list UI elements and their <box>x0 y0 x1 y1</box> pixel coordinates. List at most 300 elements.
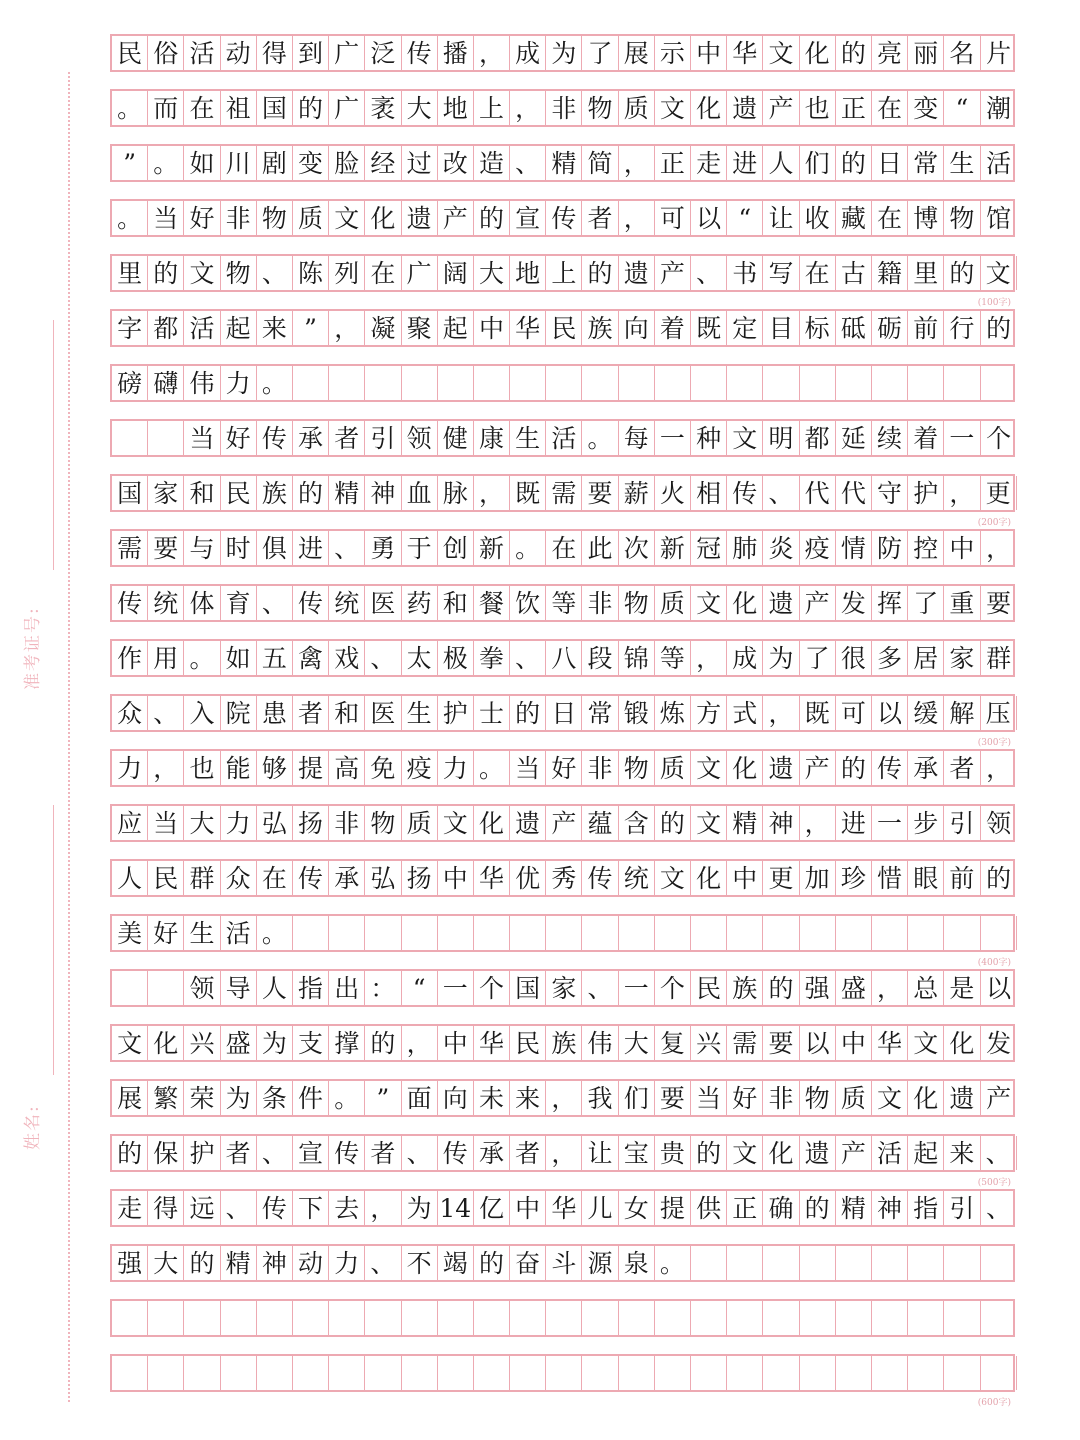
grid-cell: 家 <box>944 641 980 675</box>
grid-cell: 展 <box>112 1081 148 1115</box>
grid-cell: 化 <box>148 1026 184 1060</box>
grid-cell <box>836 1356 872 1390</box>
grid-cell <box>438 1356 474 1390</box>
grid-cell <box>619 1301 655 1335</box>
grid-cell: 。 <box>112 91 148 125</box>
grid-cell: 里 <box>112 256 148 290</box>
grid-cell <box>619 366 655 400</box>
grid-cell: 文 <box>727 1136 763 1170</box>
grid-cell: 。 <box>257 916 293 950</box>
grid-cell: 川 <box>221 146 257 180</box>
grid-cell <box>908 1246 944 1280</box>
grid-cell: ， <box>474 476 510 510</box>
grid-cell <box>112 971 148 1005</box>
grid-cell: 袤 <box>365 91 401 125</box>
grid-cell: “ <box>727 201 763 235</box>
grid-cell: 惜 <box>872 861 908 895</box>
grid-cell: 炎 <box>763 531 799 565</box>
grid-cell <box>872 366 908 400</box>
grid-cell: 文 <box>329 201 365 235</box>
grid-cell: 中 <box>727 861 763 895</box>
grid-cell: 需 <box>546 476 582 510</box>
grid-cell <box>908 1301 944 1335</box>
grid-cell: 在 <box>546 531 582 565</box>
grid-cell <box>546 916 582 950</box>
grid-cell: 宣 <box>293 1136 329 1170</box>
grid-cell: 动 <box>293 1246 329 1280</box>
grid-cell: 精 <box>836 1191 872 1225</box>
grid-cell: 既 <box>510 476 546 510</box>
grid-cell: 民 <box>691 971 727 1005</box>
grid-cell: 扬 <box>402 861 438 895</box>
grid-cell <box>148 971 184 1005</box>
word-count-marker: (500字) <box>977 1178 1011 1188</box>
grid-row <box>110 1079 1015 1117</box>
grid-row <box>110 1189 1015 1227</box>
grid-cell: 脉 <box>438 476 474 510</box>
grid-cell: 化 <box>727 751 763 785</box>
grid-cell: 统 <box>148 586 184 620</box>
grid-cell: 不 <box>402 1246 438 1280</box>
grid-cell: 物 <box>619 586 655 620</box>
grid-cell: 一 <box>872 806 908 840</box>
grid-cell: 亿 <box>474 1191 510 1225</box>
grid-cell: 文 <box>872 1081 908 1115</box>
grid-cell: 是 <box>944 971 980 1005</box>
grid-cell: 产 <box>438 201 474 235</box>
grid-cell: 非 <box>582 751 618 785</box>
grid-cell: 华 <box>546 1191 582 1225</box>
grid-cell <box>908 1356 944 1390</box>
grid-cell: 、 <box>763 476 799 510</box>
grid-cell <box>184 1356 220 1390</box>
grid-cell: 活 <box>872 1136 908 1170</box>
exam-id-underline <box>53 320 54 570</box>
grid-cell: 产 <box>655 256 691 290</box>
grid-row <box>110 254 1015 308</box>
grid-cell: 得 <box>257 36 293 70</box>
grid-cell: 力 <box>221 366 257 400</box>
grid-cell: 者 <box>293 696 329 730</box>
grid-cell: 戏 <box>329 641 365 675</box>
grid-cell: ， <box>619 201 655 235</box>
grid-cell: 文 <box>184 256 220 290</box>
grid-cell: 物 <box>619 751 655 785</box>
grid-cell: ， <box>800 806 836 840</box>
grid-cell: 广 <box>329 91 365 125</box>
grid-cell: 疫 <box>402 751 438 785</box>
grid-cell: 者 <box>365 1136 401 1170</box>
grid-cell: 为 <box>221 1081 257 1115</box>
grid-cell: 体 <box>184 586 220 620</box>
grid-cell: 活 <box>546 421 582 455</box>
grid-cell: 民 <box>221 476 257 510</box>
grid-cell: 去 <box>329 1191 365 1225</box>
grid-cell: 人 <box>763 146 799 180</box>
grid-cell: 守 <box>872 476 908 510</box>
grid-cell: 活 <box>221 916 257 950</box>
grid-cell: 来 <box>257 311 293 345</box>
grid-cell <box>727 1246 763 1280</box>
grid-cell: 神 <box>257 1246 293 1280</box>
grid-cell: 非 <box>329 806 365 840</box>
grid-cell: 未 <box>474 1081 510 1115</box>
grid-cell <box>944 366 980 400</box>
grid-cell: 了 <box>908 586 944 620</box>
grid-cell: 等 <box>655 641 691 675</box>
grid-cell: 们 <box>800 146 836 180</box>
grid-cell: 质 <box>836 1081 872 1115</box>
grid-cell: ， <box>691 641 727 675</box>
grid-cell <box>619 916 655 950</box>
grid-cell: 奋 <box>510 1246 546 1280</box>
grid-cell: 质 <box>619 91 655 125</box>
grid-cell: 了 <box>800 641 836 675</box>
grid-cell: 解 <box>944 696 980 730</box>
grid-cell: 遗 <box>763 751 799 785</box>
grid-cell: 好 <box>148 916 184 950</box>
grid-cell: 者 <box>944 751 980 785</box>
grid-cell: 化 <box>800 36 836 70</box>
grid-cell: 礴 <box>148 366 184 400</box>
grid-cell: 馆 <box>986 203 1012 233</box>
grid-cell: 化 <box>691 861 727 895</box>
grid-cell: 神 <box>872 1191 908 1225</box>
grid-row <box>110 1299 1015 1337</box>
grid-cell: 饮 <box>510 586 546 620</box>
grid-cell <box>944 1356 980 1390</box>
grid-cell: 珍 <box>836 861 872 895</box>
grid-cell: 非 <box>763 1081 799 1115</box>
grid-cell: 正 <box>655 146 691 180</box>
grid-cell <box>402 1356 438 1390</box>
grid-cell: 够 <box>257 751 293 785</box>
grid-cell: 、 <box>257 256 293 290</box>
grid-cell: 者 <box>221 1136 257 1170</box>
grid-cell <box>365 916 401 950</box>
grid-cell <box>474 1356 510 1390</box>
grid-cell: ， <box>365 1191 401 1225</box>
grid-cell: 丽 <box>908 36 944 70</box>
grid-cell: 活 <box>184 36 220 70</box>
grid-cell: 的 <box>800 1191 836 1225</box>
grid-row <box>110 1024 1015 1062</box>
grid-cell: 引 <box>944 806 980 840</box>
grid-cell: ” <box>293 311 329 345</box>
grid-cell: 中 <box>438 861 474 895</box>
grid-cell: 了 <box>582 36 618 70</box>
grid-cell: 代 <box>836 476 872 510</box>
grid-cell: 传 <box>582 861 618 895</box>
grid-cell: 化 <box>908 1081 944 1115</box>
grid-cell: 在 <box>872 201 908 235</box>
grid-cell: 传 <box>727 476 763 510</box>
grid-cell: 大 <box>148 1246 184 1280</box>
grid-cell: 每 <box>619 421 655 455</box>
grid-cell: 繁 <box>148 1081 184 1115</box>
grid-cell: 发 <box>986 1028 1012 1058</box>
grid-cell: 的 <box>763 971 799 1005</box>
grid-cell: 起 <box>908 1136 944 1170</box>
grid-cell: 血 <box>402 476 438 510</box>
grid-cell: 简 <box>582 146 618 180</box>
grid-cell <box>872 1356 908 1390</box>
grid-cell: 族 <box>727 971 763 1005</box>
grid-cell: 文 <box>691 806 727 840</box>
grid-cell: 此 <box>582 531 618 565</box>
grid-cell: 成 <box>510 36 546 70</box>
grid-cell <box>474 366 510 400</box>
grid-cell: 一 <box>655 421 691 455</box>
grid-cell: 质 <box>293 201 329 235</box>
grid-cell: 华 <box>474 861 510 895</box>
grid-cell: 多 <box>872 641 908 675</box>
grid-cell: 大 <box>619 1026 655 1060</box>
grid-cell: 、 <box>221 1191 257 1225</box>
grid-cell: 列 <box>329 256 365 290</box>
grid-cell: 遗 <box>763 586 799 620</box>
grid-cell: 精 <box>546 146 582 180</box>
grid-cell: 健 <box>438 421 474 455</box>
grid-cell <box>908 366 944 400</box>
grid-cell: 盛 <box>221 1026 257 1060</box>
grid-cell <box>546 1356 582 1390</box>
grid-row <box>110 584 1015 622</box>
grid-cell <box>655 1301 691 1335</box>
grid-cell: 化 <box>365 201 401 235</box>
grid-cell: ， <box>944 476 980 510</box>
grid-cell: 在 <box>365 256 401 290</box>
grid-cell: 者 <box>329 421 365 455</box>
grid-cell: 如 <box>221 641 257 675</box>
grid-cell <box>221 1301 257 1335</box>
grid-cell: 广 <box>329 36 365 70</box>
grid-cell <box>329 366 365 400</box>
grid-cell: 群 <box>986 643 1012 673</box>
grid-cell: 遗 <box>800 1136 836 1170</box>
grid-cell: 民 <box>546 311 582 345</box>
grid-cell: 领 <box>402 421 438 455</box>
grid-cell: 力 <box>112 751 148 785</box>
grid-cell: 俗 <box>148 36 184 70</box>
grid-cell: 产 <box>800 586 836 620</box>
grid-cell <box>872 916 908 950</box>
grid-cell: 们 <box>619 1081 655 1115</box>
grid-cell: 斗 <box>546 1246 582 1280</box>
grid-cell: 好 <box>184 201 220 235</box>
grid-cell: 的 <box>582 256 618 290</box>
grid-cell: 如 <box>184 146 220 180</box>
grid-cell: 生 <box>510 421 546 455</box>
grid-cell: 写 <box>763 256 799 290</box>
grid-cell: 居 <box>908 641 944 675</box>
grid-cell: 的 <box>293 476 329 510</box>
grid-cell: 、 <box>257 586 293 620</box>
grid-cell: 磅 <box>112 366 148 400</box>
grid-cell: 文 <box>438 806 474 840</box>
grid-cell: 源 <box>582 1246 618 1280</box>
grid-row <box>110 309 1015 347</box>
grid-cell: 成 <box>727 641 763 675</box>
grid-cell: 14 <box>438 1191 474 1225</box>
grid-cell: 。 <box>257 366 293 400</box>
grid-cell <box>510 916 546 950</box>
grid-cell: 产 <box>836 1136 872 1170</box>
grid-cell <box>800 1356 836 1390</box>
grid-cell: 文 <box>691 586 727 620</box>
grid-cell: 。 <box>474 751 510 785</box>
grid-cell <box>293 916 329 950</box>
grid-cell: 统 <box>619 861 655 895</box>
grid-cell: 引 <box>944 1191 980 1225</box>
grid-cell: 神 <box>763 806 799 840</box>
grid-cell: 、 <box>986 1193 1012 1223</box>
grid-cell: 精 <box>221 1246 257 1280</box>
grid-cell: 、 <box>510 641 546 675</box>
grid-cell: 为 <box>763 641 799 675</box>
name-label: 姓名: <box>23 1104 43 1150</box>
grid-cell: 阔 <box>438 256 474 290</box>
grid-cell: 当 <box>148 806 184 840</box>
grid-cell <box>582 1301 618 1335</box>
grid-cell: 领 <box>184 971 220 1005</box>
grid-cell: 。 <box>582 421 618 455</box>
grid-cell: 书 <box>727 256 763 290</box>
grid-cell: 者 <box>582 201 618 235</box>
grid-cell: 物 <box>582 91 618 125</box>
grid-cell: 指 <box>908 1191 944 1225</box>
grid-cell <box>944 916 980 950</box>
grid-cell: 名 <box>944 36 980 70</box>
grid-cell: 非 <box>546 91 582 125</box>
grid-cell: 民 <box>148 861 184 895</box>
grid-cell <box>872 1301 908 1335</box>
grid-cell <box>221 1356 257 1390</box>
grid-cell <box>402 366 438 400</box>
grid-cell: 锻 <box>619 696 655 730</box>
grid-cell: 精 <box>329 476 365 510</box>
exam-id-label: 准考证号: <box>23 606 43 690</box>
grid-cell: 以 <box>800 1026 836 1060</box>
grid-cell: 在 <box>800 256 836 290</box>
grid-row <box>110 1354 1015 1408</box>
grid-cell: 造 <box>474 146 510 180</box>
grid-cell: 。 <box>655 1246 691 1280</box>
grid-cell <box>727 366 763 400</box>
grid-cell: 潮 <box>986 93 1012 123</box>
grid-cell <box>727 916 763 950</box>
grid-cell: 、 <box>981 1136 1017 1170</box>
grid-cell <box>112 421 148 455</box>
grid-cell: 好 <box>727 1081 763 1115</box>
grid-cell: 一 <box>438 971 474 1005</box>
grid-cell: 文 <box>112 1026 148 1060</box>
grid-cell: 族 <box>257 476 293 510</box>
grid-cell: 众 <box>112 696 148 730</box>
grid-cell <box>112 1301 148 1335</box>
grid-cell: 标 <box>800 311 836 345</box>
grid-cell: 的 <box>986 313 1012 343</box>
grid-cell: 活 <box>184 311 220 345</box>
grid-cell: 变 <box>293 146 329 180</box>
grid-cell: 新 <box>474 531 510 565</box>
grid-cell <box>510 1356 546 1390</box>
grid-cell: 古 <box>836 256 872 290</box>
grid-cell: ， <box>986 533 1012 563</box>
grid-cell: 改 <box>438 146 474 180</box>
grid-cell: 发 <box>836 586 872 620</box>
grid-cell: 中 <box>510 1191 546 1225</box>
grid-cell: 需 <box>727 1026 763 1060</box>
grid-cell <box>438 366 474 400</box>
grid-row <box>110 474 1015 528</box>
grid-cell <box>365 366 401 400</box>
grid-cell: 八 <box>546 641 582 675</box>
grid-cell: 士 <box>474 696 510 730</box>
grid-cell: 文 <box>655 91 691 125</box>
grid-cell: 祖 <box>221 91 257 125</box>
grid-cell <box>908 916 944 950</box>
grid-cell: 高 <box>329 751 365 785</box>
grid-cell: 在 <box>872 91 908 125</box>
grid-cell: 、 <box>365 1246 401 1280</box>
grid-cell: 族 <box>546 1026 582 1060</box>
grid-row <box>110 529 1015 567</box>
grid-cell: 传 <box>257 421 293 455</box>
grid-cell: 中 <box>691 36 727 70</box>
grid-cell: 和 <box>184 476 220 510</box>
grid-cell: 产 <box>986 1083 1012 1113</box>
grid-cell: 伟 <box>582 1026 618 1060</box>
grid-cell <box>727 1356 763 1390</box>
grid-cell: 着 <box>908 421 944 455</box>
grid-cell: 生 <box>184 916 220 950</box>
grid-cell: 。 <box>329 1081 365 1115</box>
grid-cell: 和 <box>329 696 365 730</box>
grid-cell: 而 <box>148 91 184 125</box>
grid-cell: 力 <box>438 751 474 785</box>
grid-cell: 盛 <box>836 971 872 1005</box>
grid-cell: 护 <box>184 1136 220 1170</box>
grid-cell: 进 <box>836 806 872 840</box>
grid-cell: 能 <box>221 751 257 785</box>
grid-cell: ， <box>329 311 365 345</box>
grid-cell: 统 <box>329 586 365 620</box>
grid-cell: 作 <box>112 641 148 675</box>
grid-cell <box>655 916 691 950</box>
grid-cell: 日 <box>872 146 908 180</box>
grid-cell: 餐 <box>474 586 510 620</box>
grid-cell: 着 <box>655 311 691 345</box>
grid-cell: 文 <box>727 421 763 455</box>
grid-row <box>110 914 1015 968</box>
grid-cell: 和 <box>438 586 474 620</box>
grid-row <box>110 364 1015 402</box>
grid-cell: 、 <box>582 971 618 1005</box>
grid-cell <box>944 1301 980 1335</box>
grid-cell: ， <box>546 1136 582 1170</box>
grid-cell: 化 <box>763 1136 799 1170</box>
grid-cell: 传 <box>546 201 582 235</box>
grid-cell <box>329 1301 365 1335</box>
grid-cell: 可 <box>836 696 872 730</box>
grid-cell: 群 <box>184 861 220 895</box>
grid-cell <box>655 1356 691 1390</box>
grid-cell <box>582 366 618 400</box>
grid-cell: 华 <box>510 311 546 345</box>
grid-cell: 明 <box>763 421 799 455</box>
grid-cell: 向 <box>438 1081 474 1115</box>
